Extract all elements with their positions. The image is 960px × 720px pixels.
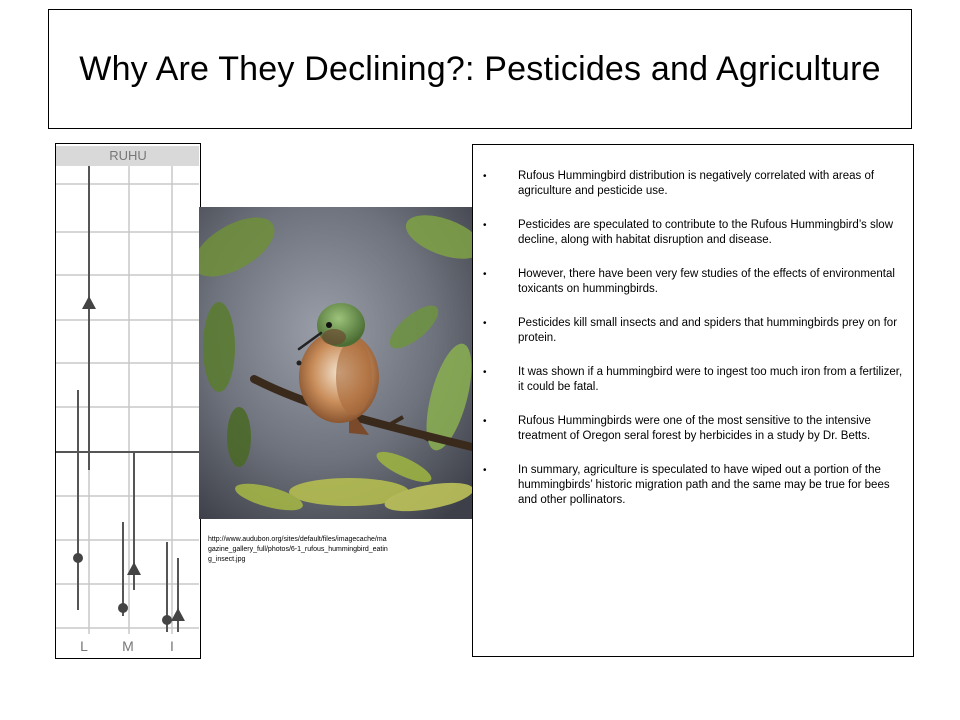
bullet-dot: • [483,171,487,182]
chart-l-circle-marker [73,553,83,563]
bullet-item [473,414,903,444]
bullet-item [473,365,903,395]
bullet-text: Rufous Hummingbird distribution is negatively correlated with areas of agriculture and pesticide use. [518,170,875,197]
chart-header-label: RUHU [109,148,147,163]
bullet-item [473,316,903,346]
bullet-text: It was shown if a hummingbird were to ingest too much iron from a fertilizer, it could be fatal. [518,366,903,393]
chart-i-triangle-marker [171,608,185,621]
slide-title: Why Are They Declining?: Pesticides and Agriculture [79,49,881,88]
trend-chart-svg [56,144,201,659]
bullet-item [473,218,903,248]
bullet-item [473,169,903,199]
bullet-text: Rufous Hummingbirds were one of the most sensitive to the intensive treatment of Oregon seral forest by herbicides in a study by Dr. Betts. [518,415,871,442]
bullet-text: Pesticides kill small insects and and spiders that hummingbirds prey on for protein. [518,317,898,344]
bullet-dot: • [483,269,487,280]
trend-chart-image [55,143,201,659]
title-box [48,9,912,129]
chart-xlabel-i: I [170,638,174,654]
bullet-dot: • [483,220,487,231]
chart-m-circle-marker [118,603,128,613]
hummingbird-photo-svg [199,207,472,519]
bullet-text: In summary, agriculture is speculated to have wiped out a portion of the hummingbirds’ historic migration path and the same may be true for bees and other pollinators. [518,464,890,506]
chart-xlabel-l: L [80,638,88,654]
chart-l-triangle-marker [82,296,96,309]
bullet-list [473,145,913,508]
hummingbird-photo [199,207,472,519]
bullet-dot: • [483,465,487,476]
bullet-item [473,463,903,508]
bullet-text: However, there have been very few studies of the effects of environmental toxicants on hummingbirds. [518,268,895,295]
bullet-text-box [472,144,914,657]
bullet-text: Pesticides are speculated to contribute to the Rufous Hummingbird’s slow decline, along with habitat disruption and disease. [518,219,894,246]
bullet-item [473,267,903,297]
bullet-dot: • [483,367,487,378]
bullet-dot: • [483,416,487,427]
photo-caption-url: http://www.audubon.org/sites/default/files/imagecache/magazine_gallery_full/photos/6-1_rufous_hummingbird_eating_insect.jpg [208,536,388,563]
bullet-dot: • [483,318,487,329]
chart-xlabel-m: M [122,638,134,654]
chart-i-circle-marker [162,615,172,625]
